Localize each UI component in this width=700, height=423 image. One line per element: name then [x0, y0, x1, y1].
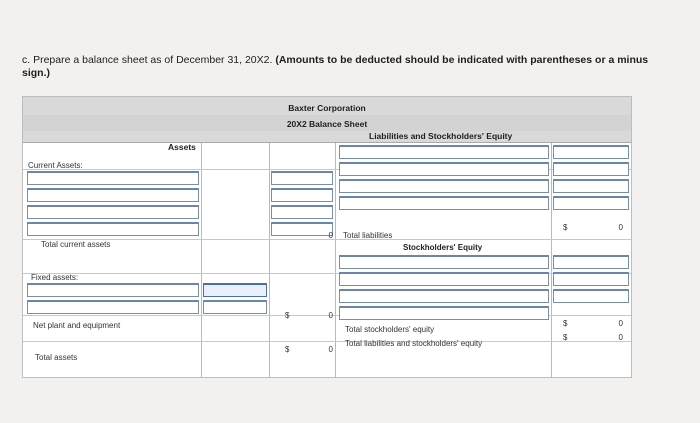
fixed-asset-name-input-2[interactable] [27, 300, 199, 314]
equity-amount-input-1[interactable] [553, 255, 629, 269]
current-asset-amount-input-1[interactable] [271, 171, 333, 185]
equity-name-input-4[interactable] [339, 306, 549, 320]
net-plant-value: 0 [328, 311, 333, 320]
equity-name-input-3[interactable] [339, 289, 549, 303]
current-asset-name-input-3[interactable] [27, 205, 199, 219]
total-current-assets-label: Total current assets [41, 240, 111, 249]
balance-sheet-table [22, 96, 632, 378]
total-liab-equity-label: Total liabilities and stockholders' equity [345, 339, 483, 348]
net-plant-dollar: $ [285, 311, 290, 320]
liability-name-input-1[interactable] [339, 145, 549, 159]
liability-amount-input-3[interactable] [553, 179, 629, 193]
liability-name-input-3[interactable] [339, 179, 549, 193]
liability-name-input-4[interactable] [339, 196, 549, 210]
stockholders-equity-header: Stockholders' Equity [403, 243, 483, 252]
liability-amount-input-1[interactable] [553, 145, 629, 159]
total-liabilities-dollar: $ [563, 223, 568, 232]
question-text [22, 54, 672, 80]
total-equity-dollar: $ [563, 319, 568, 328]
fixed-asset-amount-input-2[interactable] [203, 300, 267, 314]
total-current-assets-value: 0 [328, 231, 333, 240]
company-name: Baxter Corporation [288, 103, 366, 113]
net-plant-label: Net plant and equipment [33, 321, 121, 330]
total-assets-label: Total assets [35, 353, 78, 362]
equity-name-input-1[interactable] [339, 255, 549, 269]
liability-amount-input-2[interactable] [553, 162, 629, 176]
current-asset-amount-input-2[interactable] [271, 188, 333, 202]
column-header-band [23, 131, 631, 143]
liability-amount-input-4[interactable] [553, 196, 629, 210]
total-assets-value: 0 [328, 345, 333, 354]
sheet-title: 20X2 Balance Sheet [286, 119, 368, 129]
assets-header: Assets [168, 142, 196, 152]
current-asset-name-input-2[interactable] [27, 188, 199, 202]
total-liabilities-value: 0 [618, 223, 623, 232]
fixed-assets-label: Fixed assets: [31, 273, 79, 282]
total-liabilities-label: Total liabilities [343, 231, 393, 240]
row-divider [23, 341, 631, 342]
fixed-asset-amount-input-1[interactable] [203, 283, 267, 297]
total-liab-equity-dollar: $ [563, 333, 568, 342]
current-asset-name-input-4[interactable] [27, 222, 199, 236]
equity-name-input-2[interactable] [339, 272, 549, 286]
current-assets-label: Current Assets: [28, 161, 83, 170]
question-instruction: (Amounts to be deducted should be indicated with parentheses or a minus sign.) [22, 54, 649, 79]
total-liab-equity-value: 0 [618, 333, 623, 342]
fixed-asset-name-input-1[interactable] [27, 283, 199, 297]
current-asset-amount-input-3[interactable] [271, 205, 333, 219]
equity-amount-input-3[interactable] [553, 289, 629, 303]
total-assets-dollar: $ [285, 345, 290, 354]
total-equity-label: Total stockholders' equity [345, 325, 435, 334]
current-asset-name-input-1[interactable] [27, 171, 199, 185]
liabilities-header: Liabilities and Stockholders' Equity [369, 131, 513, 141]
equity-amount-input-2[interactable] [553, 272, 629, 286]
liability-name-input-2[interactable] [339, 162, 549, 176]
total-equity-value: 0 [618, 319, 623, 328]
question-prefix: c. Prepare a balance sheet as of December 31, 20X2. [22, 54, 273, 66]
